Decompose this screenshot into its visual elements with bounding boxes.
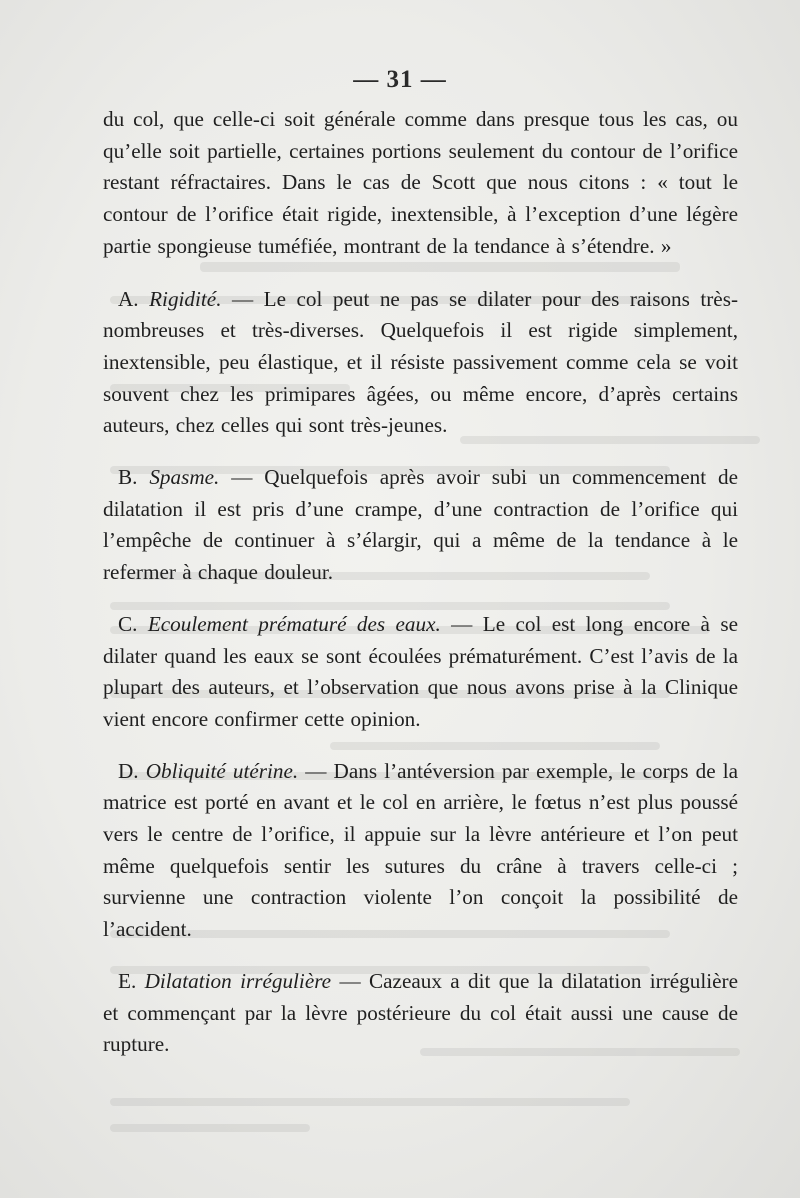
paragraph-text: — Le col peut ne pas se dilater pour des raisons très-nombreuses et très-diverses. Quelquefois il est rigide simplement, inextensible, peu élastique, et il résiste passivement comme cela se voit souvent chez les primipares âgées, ou même encore, d’après certains auteurs, chez celles qui sont très-jeunes. [103, 286, 739, 438]
section-letter: C. [118, 611, 138, 636]
page-number: — 31 — [353, 66, 447, 93]
paragraph-text: — Quelquefois après avoir subi un commencement de dilatation il est pris d’une crampe, d’une contraction de l’orifice qui l’empêche de continuer à s’élargir, qui a même de la tendance à le refermer à chaque douleur. [103, 465, 739, 585]
paragraph-text: — Dans l’antéversion par exemple, le corps de la matrice est porté en avant et le col en arrière, le fœtus n’est plus poussé vers le centre de l’orifice, il appuie sur la lèvre antérieure et l’on peut même quelquefois sentir les sutures du crâne à travers celle-ci ; survienne une contraction violente l’on conçoit la possibilité de l’accident. [103, 758, 739, 942]
section-title: Spasme. [149, 465, 220, 490]
paragraph-rigidite [103, 284, 738, 443]
paragraph-dilatation [103, 966, 738, 1061]
body-text [103, 104, 738, 1081]
section-title: Rigidité. [149, 286, 222, 311]
paragraph-text: — Le col est long encore à se dilater quand les eaux se sont écoulées prématurément. C’est l’avis de la plupart des auteurs, et l’observation que nous avons prise à la Clinique vient encore confirmer cette opinion. [103, 611, 738, 731]
section-letter: B. [118, 465, 138, 490]
section-title: Dilatation irrégulière [144, 968, 332, 993]
paragraph-obliquite [103, 756, 738, 946]
section-title: Ecoulement prématuré des eaux. [147, 611, 441, 636]
paragraph-spasme [103, 462, 738, 589]
section-letter: A. [118, 286, 139, 311]
paragraph-ecoulement [103, 609, 738, 736]
paragraph-intro [103, 104, 738, 263]
section-letter: D. [118, 758, 139, 783]
section-title: Obliquité utérine. [145, 758, 299, 783]
paragraph-text: du col, que celle-ci soit générale comme dans presque tous les cas, ou qu’elle soit partielle, certaines portions seulement du contour de l’orifice restant réfractaires. Dans le cas de Scott que nous citons : « tout le contour de l’orifice était rigide, inextensible, à l’exception d’une légère partie spongieuse tuméfiée, montrant de la tendance à s’étendre. » [103, 107, 738, 258]
section-letter: E. [118, 968, 137, 993]
paragraph-text: — Cazeaux a dit que la dilatation irrégulière et commençant par la lèvre postérieure du col était aussi une cause de rupture. [103, 968, 738, 1057]
